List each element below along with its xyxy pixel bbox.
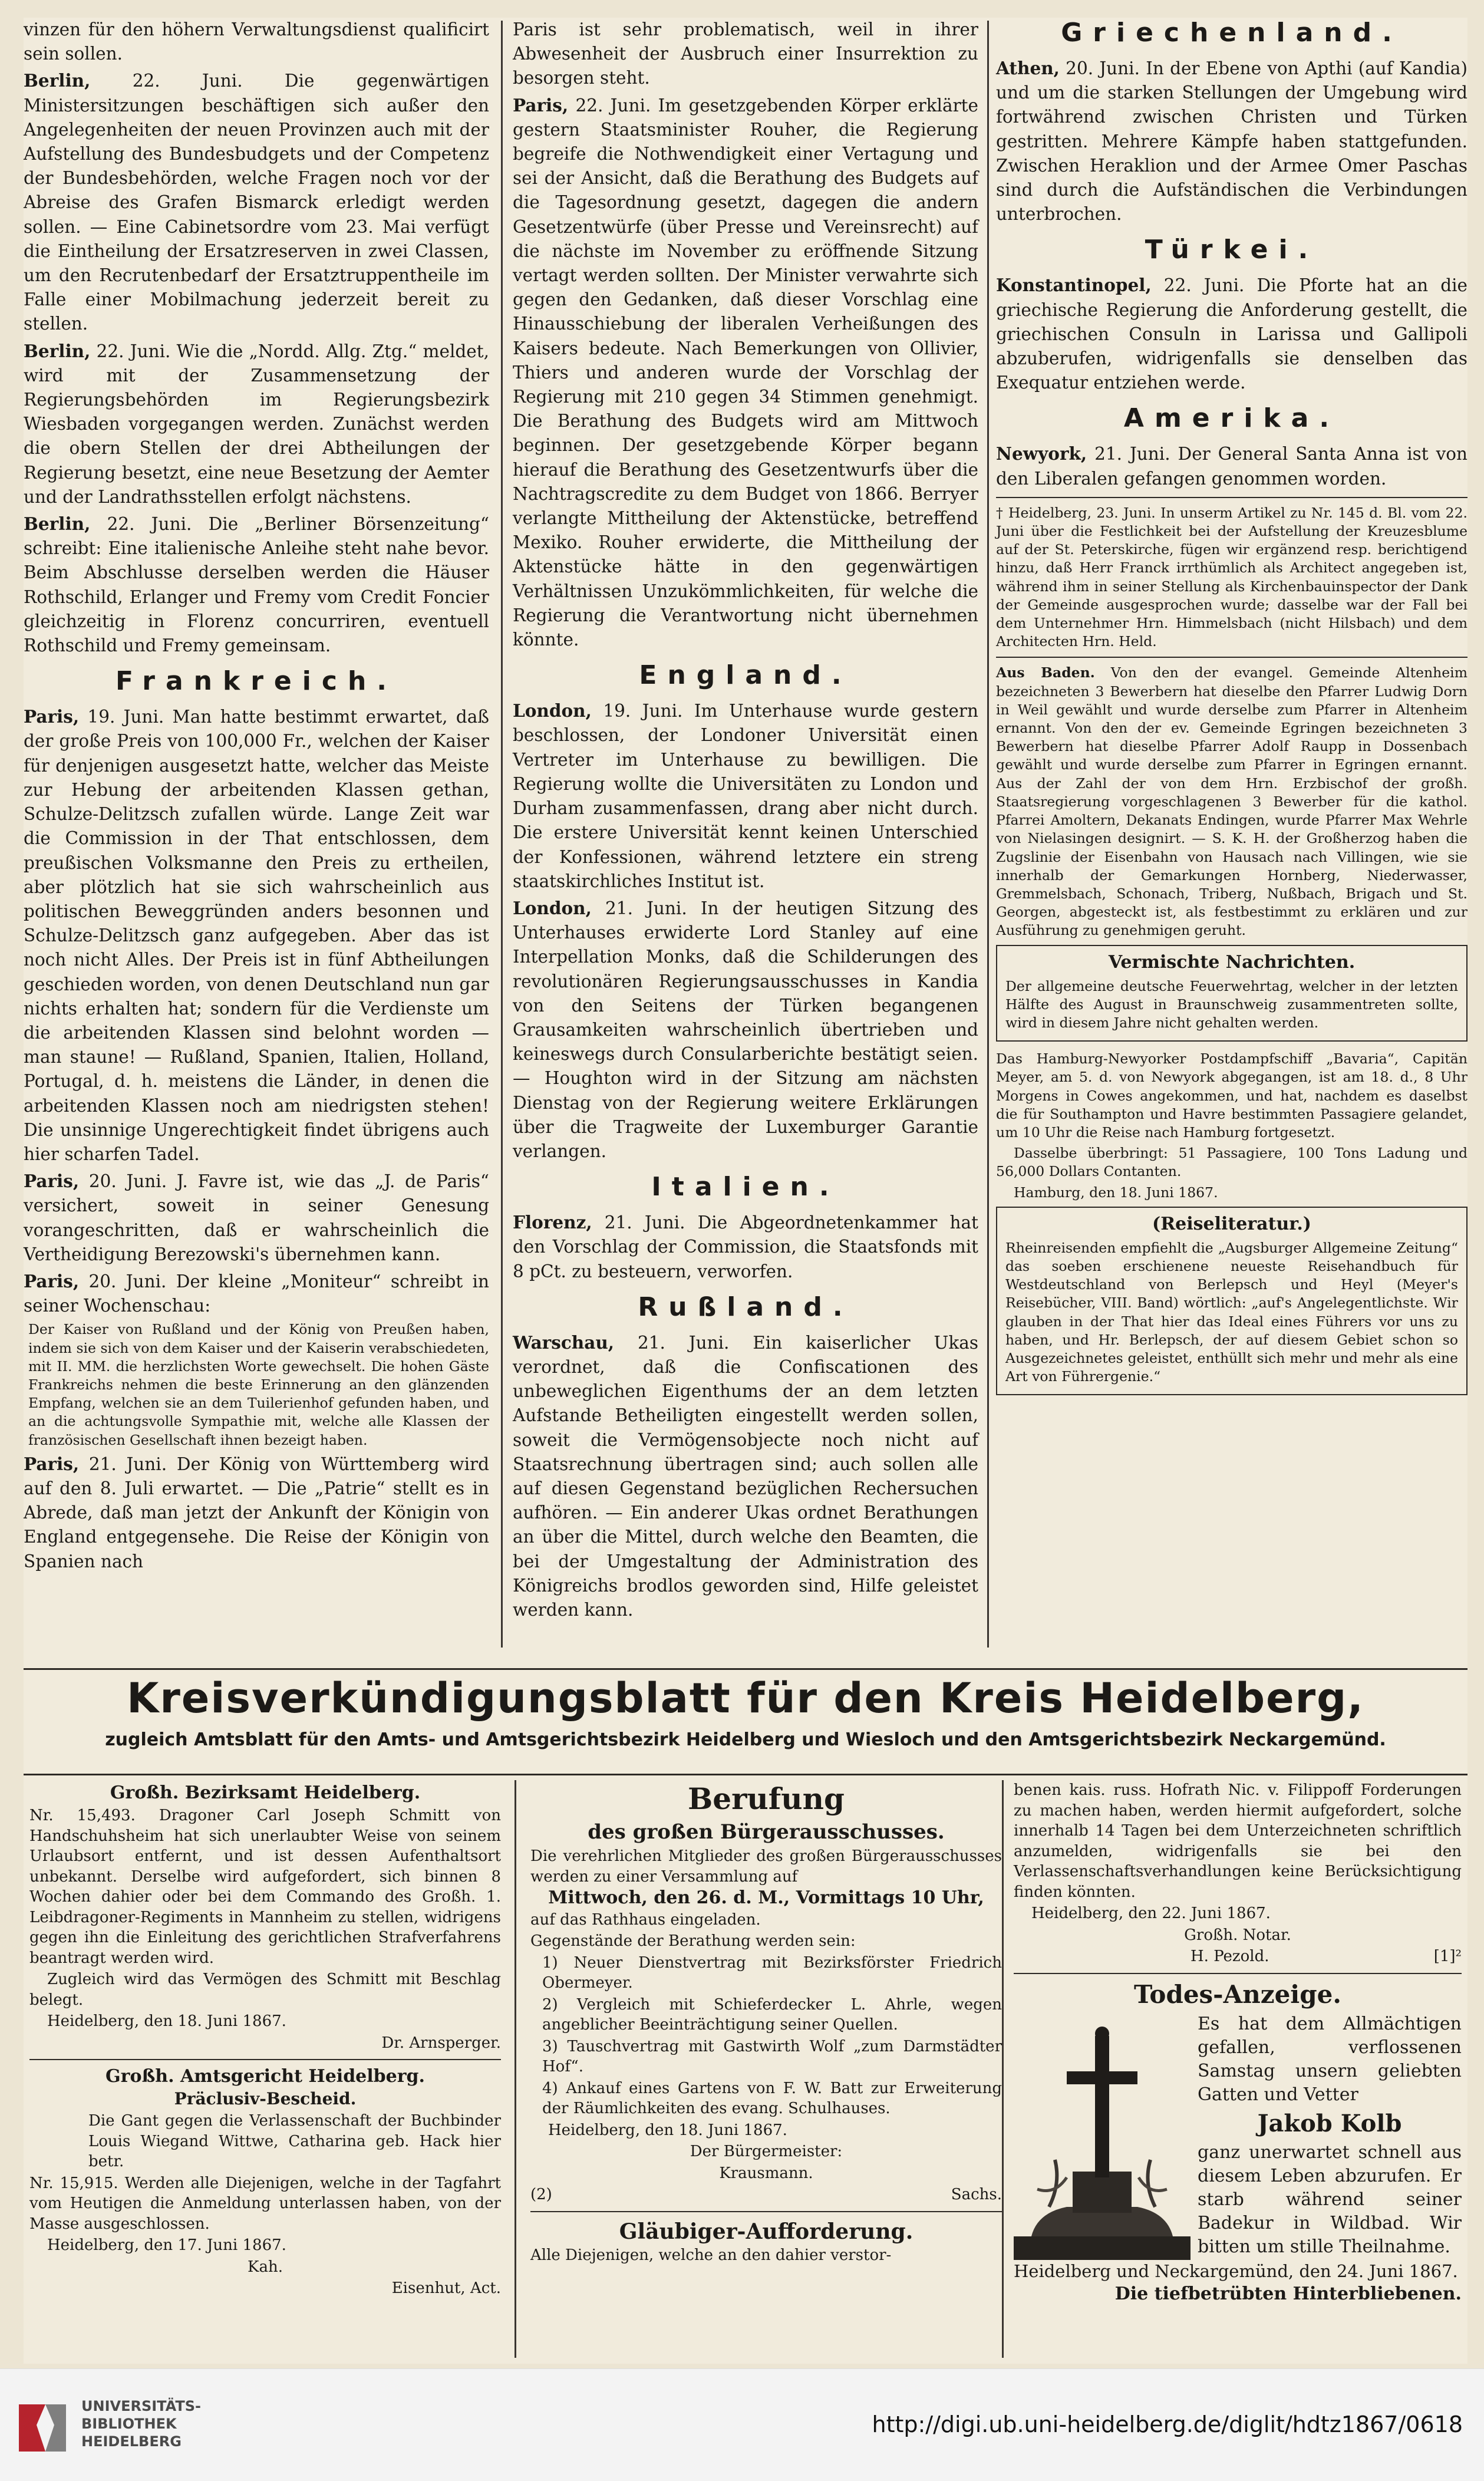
library-name-line: BIBLIOTHEK <box>81 2416 177 2432</box>
article-body: 21. Juni. In der heutigen Sitzung des Unterhauses erwiderte Lord Stanley auf eine Interpellation Monks, daß die Schilderungen des revolutionären Regierungsausschusses in Kandia von den Seitens der Türken begangenen Grausamkeiten wahrscheinlich übertrieben und keineswegs durch Consularberichte bestätigt seien. — Houghton wird in der Sitzung am nächsten Dienstag von der Regierung weitere Erklärungen über die Tragweite der Luxemburger Garantie verlangen. <box>513 898 978 1161</box>
notice-text: Alle Diejenigen, welche an den dahier verstor- <box>530 2246 892 2264</box>
article-dateline: Athen, <box>996 58 1060 78</box>
article-florenz <box>513 1210 978 1284</box>
column-3 <box>996 18 1467 1403</box>
notice-signature: H. Pezold. <box>1191 1948 1269 1965</box>
article-berlin-2 <box>24 339 489 509</box>
article-heidelberg-note: † Heidelberg, 23. Juni. In unserm Artikel zu Nr. 145 d. Bl. vom 22. Juni über die Festlichkeit bei der Aufstellung der Kreuzesblume auf der St. Peterskirche, fügen wir ergänzend resp. berichtigend hinzu, daß Herr Franck irrthümlich als Architect angegeben ist, während ihm in seiner Stellung als Kirchenbauinspector der Dank der Gemeinde ausgesprochen wurde; dasselbe war der Fall bei dem Unternehmer Hrn. Himmelsbach (nicht Hilsbach) und dem Architecten Hrn. Held. <box>996 504 1467 650</box>
article-reiseliteratur: Rheinreisenden empfiehlt die „Augsburger Allgemeine Zeitung“ das soeben erschienene neueste Reisehandbuch für Westdeutschland von Berlepsch und Heyl (Meyer's Reisebücher, VIII. Band) wörtlich: „auf's Angelegentlichste. Wir glauben in der That hier das Ideal eines Führers vor uns zu haben, und Hr. Berlepsch, der auf diesem Gebiet schon so Ausgezeichnetes geleistet, enthüllt sich mehr und mehr als eine Art von Führergenie.“ <box>1005 1239 1458 1385</box>
column-rule <box>501 21 503 1648</box>
article-paris-5 <box>513 93 978 653</box>
notice-signature: Eisenhut, Act. <box>391 2279 501 2297</box>
notice-text: auf das Rathhaus eingeladen. <box>530 1910 761 1929</box>
article-dateline: Aus Baden. <box>996 664 1095 681</box>
article-paris-4 <box>24 1452 489 1574</box>
notice-text: Es hat dem Allmächtigen gefallen, verflossenen Samstag unsern geliebten Gatten und Vetter <box>1198 2013 1462 2105</box>
article-dateline: Paris, <box>24 1453 80 1474</box>
article-dateline: Konstantinopel, <box>996 275 1152 296</box>
column-rule <box>515 1780 516 2358</box>
notice-heading: Großh. Amtsgericht Heidelberg. <box>105 2066 425 2087</box>
section-heading-tuerkei: Türkei. <box>1145 235 1319 265</box>
divider <box>29 2059 501 2060</box>
official-gazette-banner <box>24 1668 1467 1775</box>
notice-text: Zugleich wird das Vermögen des Schmitt mit Beschlag belegt. <box>29 1971 501 2009</box>
notice-date: Heidelberg, den 18. Juni 1867. <box>47 2012 286 2030</box>
death-notice-title: Todes-Anzeige. <box>1134 1979 1341 2009</box>
viewer-footer <box>0 2368 1484 2481</box>
section-heading-russland: Rußland. <box>638 1291 853 1322</box>
column-1 <box>24 18 489 1576</box>
source-url-link[interactable]: http://digi.ub.uni-heidelberg.de/diglit/hdtz1867/0618 <box>872 2411 1463 2437</box>
article-body: 21. Juni. Ein kaiserlicher Ukas verordnet, daß die Confiscationen des unbeweglichen Eigenthums der an dem letzten Aufstande Betheiligten eingestellt werden sollen, soweit die Vermögensobjecte noch nicht auf Staatsrechnung übertragen sind; auch sollen alle auf diesen Gegenstand bezüglichen Rechersuchen aufhören. — Ein anderer Ukas ordnet Berathungen an über die Mittel, durch welche den Beamten, die bei der Umgestaltung der Administration des Königreichs brodlos geworden sind, Hilfe geleistet werden kann. <box>513 1332 978 1620</box>
article-feuerwehrtag: Der allgemeine deutsche Feuerwehrtag, welcher in der letzten Hälfte des August in Braunschweig zusammentreten sollte, wird in diesem Jahre nicht gehalten werden. <box>1005 977 1458 1031</box>
notice-signature: Großh. Notar. <box>1184 1926 1291 1944</box>
notice-date: Heidelberg, den 18. Juni 1867. <box>548 2121 787 2139</box>
article-dateline: Paris, <box>513 94 569 116</box>
article-paris-1 <box>24 704 489 1167</box>
agenda-item: 2) Vergleich mit Schieferdecker L. Ahrle, wegen angeblicher Beeinträchtigung seiner Quellen. <box>542 1995 1002 2034</box>
article-dateline: Paris, <box>24 1270 80 1291</box>
notice-text: Nr. 15,493. Dragoner Carl Joseph Schmitt von Handschuhsheim hat sich unerlaubter Weise von seinem Urlaubsort entfernt, und ist dessen Aufenthaltsort unbekannt. Derselbe wird aufgefordert, sich binnen 8 Wochen dahier oder bei dem Commando des Großh. 1. Leibdragoner-Regiments in Mannheim zu stellen, widrigens gegen ihn die Einleitung des gerichtlichen Strafverfahrens beantragt werden wird. <box>29 1807 501 1967</box>
article-athen <box>996 56 1467 226</box>
library-name <box>81 2397 201 2450</box>
reiseliteratur-title: (Reiseliteratur.) <box>1152 1213 1311 1234</box>
column-2 <box>513 18 978 1625</box>
vermischte-title: Vermischte Nachrichten. <box>1108 951 1356 973</box>
article-london-1 <box>513 698 978 894</box>
death-notice <box>1014 2012 1462 2260</box>
notice-subheading: des großen Bürgerausschusses. <box>588 1820 945 1844</box>
notice-heading: Berufung <box>688 1781 845 1816</box>
notice-count: (2) <box>530 2186 552 2203</box>
article-paris-3 <box>24 1269 489 1318</box>
agenda-item: 4) Ankauf eines Gartens von F. W. Batt zur Erweiterung der Räumlichkeiten des evang. Schulhauses. <box>542 2079 1002 2117</box>
divider <box>996 657 1467 658</box>
vermischte-box <box>996 945 1467 1042</box>
notice-signature: Die tiefbetrübten Hinterbliebenen. <box>1114 2283 1462 2304</box>
article-dateline: Florenz, <box>513 1212 592 1233</box>
article-body: 22. Juni. Im gesetzgebenden Körper erklärte gestern Staatsminister Rouher, die Regierung begreife die Nothwendigkeit einer Vertagung und sei der Ansicht, daß die Berathung des Budgets auf die Tagesordnung gesetzt, dagegen die andern Gesetzentwürfe (über Presse und Vereinsrecht) auf die nächste im November zu eröffnende Sitzung vertagt werden sollten. Der Minister verwahrte sich gegen den Gedanken, daß dieser Vorschlag eine Hinausschiebung der liberalen Verheißungen des Kaisers bedeute. Nach Bemerkungen von Ollivier, Thiers und anderen wurde der Vorschlag der Regierung mit 210 gegen 34 Stimmen genehmigt. Die Berathung des Budgets wird am Mittwoch beginnen. Der gesetzgebende Körper begann hierauf die Berathung des Gesetzentwurfs über die Nachtragscredite zu dem Budget von 1866. Berryer verlangte Mittheilung der Aktenstücke, betreffend Mexiko. Rouher erwiderte, die Mittheilung der Aktenstücke hätte in den gegenwärtigen Verhältnissen Unzukömmlichkeiten, für welche die Regierung die Verantwortung nicht übernehmen könnte. <box>513 95 978 650</box>
university-library-logo-icon <box>13 2398 72 2457</box>
article-text: Paris ist sehr problematisch, weil in ihrer Abwesenheit der Ausbruch einer Insurrektion zu besorgen steht. <box>513 19 978 88</box>
notice-date: Heidelberg und Neckargemünd, den 24. Juni 1867. <box>1014 2261 1458 2281</box>
notice-heading: Großh. Bezirksamt Heidelberg. <box>110 1783 421 1803</box>
section-heading-amerika: Amerika. <box>1123 403 1340 434</box>
notice-text: ganz unerwartet schnell aus diesem Leben abzurufen. Er starb während seiner Badekur in Wildbad. Wir bitten um stille Theilnahme. <box>1198 2141 1462 2257</box>
article-body: 21. Juni. Die Abgeordnetenkammer hat den Vorschlag der Commission, die Staatsfonds mit 8 pCt. zu besteuern, verworfen. <box>513 1213 978 1281</box>
article-dateline: Paris, <box>24 706 80 727</box>
notice-column-3 <box>1014 1780 1462 2305</box>
notice-text: Gegenstände der Berathung werden sein: <box>530 1932 856 1950</box>
article-dateline: London, <box>513 897 592 918</box>
article-dateline: Berlin, <box>24 340 91 361</box>
banner-title: Kreisverkündigungsblatt für den Kreis Heidelberg, <box>127 1674 1364 1722</box>
divider <box>530 2211 1002 2212</box>
article-dateline: Warschau, <box>513 1332 615 1353</box>
death-notice-text <box>1198 2012 1462 2260</box>
article-quote: Der Kaiser von Rußland und der König von Preußen haben, indem sie sich von dem Kaiser und der Kaiserin verabschiedeten, mit II. MM. die herzlichsten Worte gewechselt. Die hohen Gäste Frankreichs nehmen die beste Erinnerung an den glänzenden Empfang, welchen sie an dem Tuilerienhof gefunden haben, und an die achtungsvolle Sympathie mit, welche alle Klassen der französischen Gesellschaft ihnen bezeigt haben. <box>28 1321 489 1448</box>
article-dateline: Berlin, <box>24 513 91 535</box>
notice-meeting-date: Mittwoch, den 26. d. M., Vormittags 10 Uhr, <box>548 1887 984 1908</box>
article-dateline: Berlin, <box>24 70 91 91</box>
notice-footer-line <box>530 2185 1002 2205</box>
notice-date: Heidelberg, den 22. Juni 1867. <box>1031 1905 1271 1922</box>
notice-text: Die Gant gegen die Verlassenschaft der Buchbinder Louis Wiegand Wittwe, Catharina geb. Hack hier betr. <box>88 2112 501 2170</box>
notice-text: Die verehrlichen Mitglieder des großen Bürgerausschusses werden zu einer Versammlung auf <box>530 1847 1002 1886</box>
article-paris-2 <box>24 1169 489 1267</box>
article-baden <box>996 664 1467 940</box>
notice-subheading: Präclusiv-Bescheid. <box>174 2089 357 2108</box>
library-name-line: UNIVERSITÄTS- <box>81 2398 202 2414</box>
article-body: 22. Juni. Die gegenwärtigen Ministersitzungen beschäftigen sich außer den Angelegenheiten der neuen Provinzen auch mit der Aufstellung des Bundesbudgets und der Competenz der Bundesbehörden, welche Fragen noch vor der Abreise des Grafen Bismarck erledigt werden sollen. — Eine Cabinetsordre vom 23. Mai verfügt die Eintheilung der Ersatzreserven in zwei Classen, um den Recrutenbedarf der Ersatztruppentheile im Falle einer Mobilmachung jederzeit bereit zu stellen. <box>24 71 489 334</box>
notice-text: benen kais. russ. Hofrath Nic. v. Filippoff Forderungen zu machen haben, werden hiermit aufgefordert, solche innerhalb 14 Tagen bei dem Unterzeichneten schriftlich anzumelden, widrigenfalls sie bei den Verlassenschaftsverhandlungen keine Berücksichtigung finden könnten. <box>1014 1781 1462 1901</box>
notice-column-1 <box>29 1780 501 2300</box>
notice-text: Nr. 15,915. Werden alle Diejenigen, welche in der Tagfahrt vom Heutigen die Anmeldung unterlassen haben, von der Masse ausgeschlossen. <box>29 2174 501 2233</box>
divider <box>1014 1973 1462 1974</box>
column-rule <box>1002 1780 1004 2358</box>
section-heading-griechenland: Griechenland. <box>1061 18 1403 48</box>
library-name-line: HEIDELBERG <box>81 2433 182 2450</box>
article-text: vinzen für den höhern Verwaltungsdienst qualificirt sein sollen. <box>24 19 489 64</box>
article-body: 22. Juni. Wie die „Nordd. Allg. Ztg.“ meldet, wird mit der Zusammensetzung der Regierungsbehörden im Regierungsbezirk Wiesbaden vorgegangen werden. Zunächst werden die obern Stellen der drei Abtheilungen der Regierung besetzt, eine neue Besetzung der Aemter und der Landrathsstellen erfolgt nächstens. <box>24 341 489 507</box>
article-dateline: Newyork, <box>996 443 1087 464</box>
article-body: 20. Juni. Der kleine „Moniteur“ schreibt in seiner Wochenschau: <box>24 1271 489 1316</box>
section-heading-italien: Italien. <box>651 1172 840 1202</box>
notice-date: Heidelberg, den 17. Juni 1867. <box>47 2236 286 2254</box>
deceased-name: Jakob Kolb <box>1257 2109 1402 2137</box>
notice-signature: Kah. <box>248 2258 283 2276</box>
article-bavaria-cargo: Dasselbe überbringt: 51 Passagiere, 100 Tons Ladung und 56,000 Dollars Contanten. <box>996 1145 1467 1180</box>
notice-signature: Sachs. <box>951 2186 1002 2203</box>
article-konstantinopel <box>996 273 1467 395</box>
article-newyork <box>996 441 1467 490</box>
article-body: 19. Juni. Man hatte bestimmt erwartet, daß der große Preis von 100,000 Fr., welchen der Kaiser für denjenigen ausgesetzt hatte, welcher das Meiste zur Hebung der arbeitenden Klassen gethan, Schulze-Delitzsch zufallen würde. Lange Zeit war die Commission in der That entschlossen, dem preußischen Volksmanne den Preis zu ertheilen, aber plötzlich hat sie sich wahrscheinlich aus politischen Beweggründen anders besonnen und Schulze-Delitzsch ganz aufgegeben. Aber das ist noch nicht Alles. Der Preis ist in fünf Abtheilungen geschieden worden, von denen Deutschland nun gar nichts erhalten hat; sondern für die Verdienste um die arbeitenden Klassen sind belohnt worden — man staune! — Rußland, Spanien, Italien, Holland, Portugal, d. h. meistens die Länder, in denen die arbeitenden Klassen noch am niedrigsten stehen! Die unsinnige Ungerechtigkeit findet übrigens auch hier scharfen Tadel. <box>24 707 489 1164</box>
notice-signature: Krausmann. <box>719 2164 813 2182</box>
column-rule <box>987 21 989 1648</box>
article-body: 21. Juni. Der General Santa Anna ist von den Liberalen gefangen genommen worden. <box>996 444 1467 489</box>
article-body: 22. Juni. Die Pforte hat an die griechische Regierung die Anforderung gestellt, die griechischen Consuln in Larissa und Gallipoli abzuberufen, widrigenfalls sie denselben das Exequatur entziehen werde. <box>996 275 1467 393</box>
section-heading-england: England. <box>639 660 852 691</box>
article-dateline: London, <box>513 700 592 721</box>
article-dateline: Paris, <box>24 1171 80 1192</box>
article-body: 21. Juni. Der König von Württemberg wird auf den 8. Juli erwartet. — Die „Patrie“ stellt es in Abrede, daß man jetzt der Ankunft der Königin von England entgegensehe. Die Reise der Königin von Spanien nach <box>24 1454 489 1571</box>
agenda-item: 3) Tauschvertrag mit Gastwirth Wolf „zum Darmstädter Hof“. <box>542 2037 1002 2075</box>
article-body: 22. Juni. Die „Berliner Börsenzeitung“ schreibt: Eine italienische Anleihe steht nahe bevor. Beim Abschlusse derselben werden die Häuser Rothschild, Erlanger und Fremy vom Credit Foncier gleichzeitig in Florenz concurriren, eventuell Rothschild und Fremy gemeinsam. <box>24 514 489 656</box>
newspaper-page <box>24 18 1467 2364</box>
section-heading-frankreich: Frankreich. <box>116 666 397 697</box>
notice-column-2 <box>530 1780 1002 2266</box>
article-body: 19. Juni. Im Unterhause wurde gestern beschlossen, der Londoner Universität einen Vertreter im Unterhause zu bewilligen. Die Regierung wollte die Universitäten zu London und Durham zusammenfassen, drang aber nicht durch. Die erstere Universität kennt keinen Unterschied der Konfessionen, während letztere ein streng staatskirchliches Institut ist. <box>513 701 978 891</box>
article-bavaria-date: Hamburg, den 18. Juni 1867. <box>1014 1184 1218 1201</box>
article-berlin-1 <box>24 68 489 336</box>
notice-count: [1]² <box>1433 1948 1462 1965</box>
article-body: Von den der evangel. Gemeinde Altenheim bezeichneten 3 Bewerbern hat dieselbe den Pfarrer Ludwig Dorn in Weil gewählt und wurde derselbe zum Pfarrer in Altenheim ernannt. Von den der ev. Gemeinde Egringen bezeichneten 3 Bewerbern hat dieselbe Pfarrer Adolf Raupp in Dossenbach gewählt und wurde derselbe zum Pfarrer in Egringen ernannt. Aus der Zahl der von dem Hrn. Erzbischof der großh. Staatsregierung vorgeschlagenen 3 Bewerber für die kathol. Pfarrei Amoltern, Dekanats Endingen, wurde Pfarrer Max Wehrle von Nielasingen designirt. — S. K. H. der Großherzog haben die Zugslinie der Eisenbahn von Hausach nach Villingen, wie sie innerhalb der Gemarkungen Hornberg, Niederwasser, Gremmelsbach, Schonach, Triberg, Nußbach, Brigach und St. Georgen, abgesteckt ist, als festbestimmt zu erklären und zur Ausführung zu genehmigen geruht. <box>996 664 1467 939</box>
article-body: 20. Juni. J. Favre ist, wie das „J. de Paris“ versichert, soweit in seiner Genesung vorangeschritten, daß er wahrscheinlich die Vertheidigung Berezowski's übernehmen kann. <box>24 1171 489 1264</box>
article-berlin-3 <box>24 512 489 658</box>
article-london-2 <box>513 896 978 1164</box>
article-warschau <box>513 1330 978 1622</box>
article-bavaria: Das Hamburg-Newyorker Postdampfschiff „Bavaria“, Capitän Meyer, am 5. d. von Newyork abgegangen, ist am 18. d., 8 Uhr Morgens in Cowes angekommen, und hat, nachdem es daselbst die für Southampton und Havre bestimmten Passagiere gelandet, um 10 Uhr die Reise nach Hamburg fortgesetzt. <box>996 1050 1467 1141</box>
banner-subtitle: zugleich Amtsblatt für den Amts- und Amtsgerichtsbezirk Heidelberg und Wiesloch und den Amtsgerichtsbezirk Neckargemünd. <box>105 1729 1386 1750</box>
agenda-item: 1) Neuer Dienstvertrag mit Bezirksförster Friedrich Obermeyer. <box>542 1953 1002 1992</box>
gravestone-cross-illustration <box>1014 2012 1191 2260</box>
divider <box>996 497 1467 498</box>
article-body: 20. Juni. In der Ebene von Apthi (auf Kandia) und um die starken Stellungen der Umgebung wird fortwährend zwischen Christen und Türken gestritten. Mehrere Kämpfe haben stattgefunden. Zwischen Heraklion und der Armee Omer Paschas sind durch die Aufständischen die Verbindungen unterbrochen. <box>996 58 1467 225</box>
notice-footer-line <box>1014 1946 1462 1967</box>
notice-signature: Dr. Arnsperger. <box>381 2034 501 2052</box>
notice-signature: Der Bürgermeister: <box>690 2143 843 2160</box>
notice-heading: Gläubiger-Aufforderung. <box>619 2219 914 2244</box>
reiseliteratur-box <box>996 1207 1467 1396</box>
